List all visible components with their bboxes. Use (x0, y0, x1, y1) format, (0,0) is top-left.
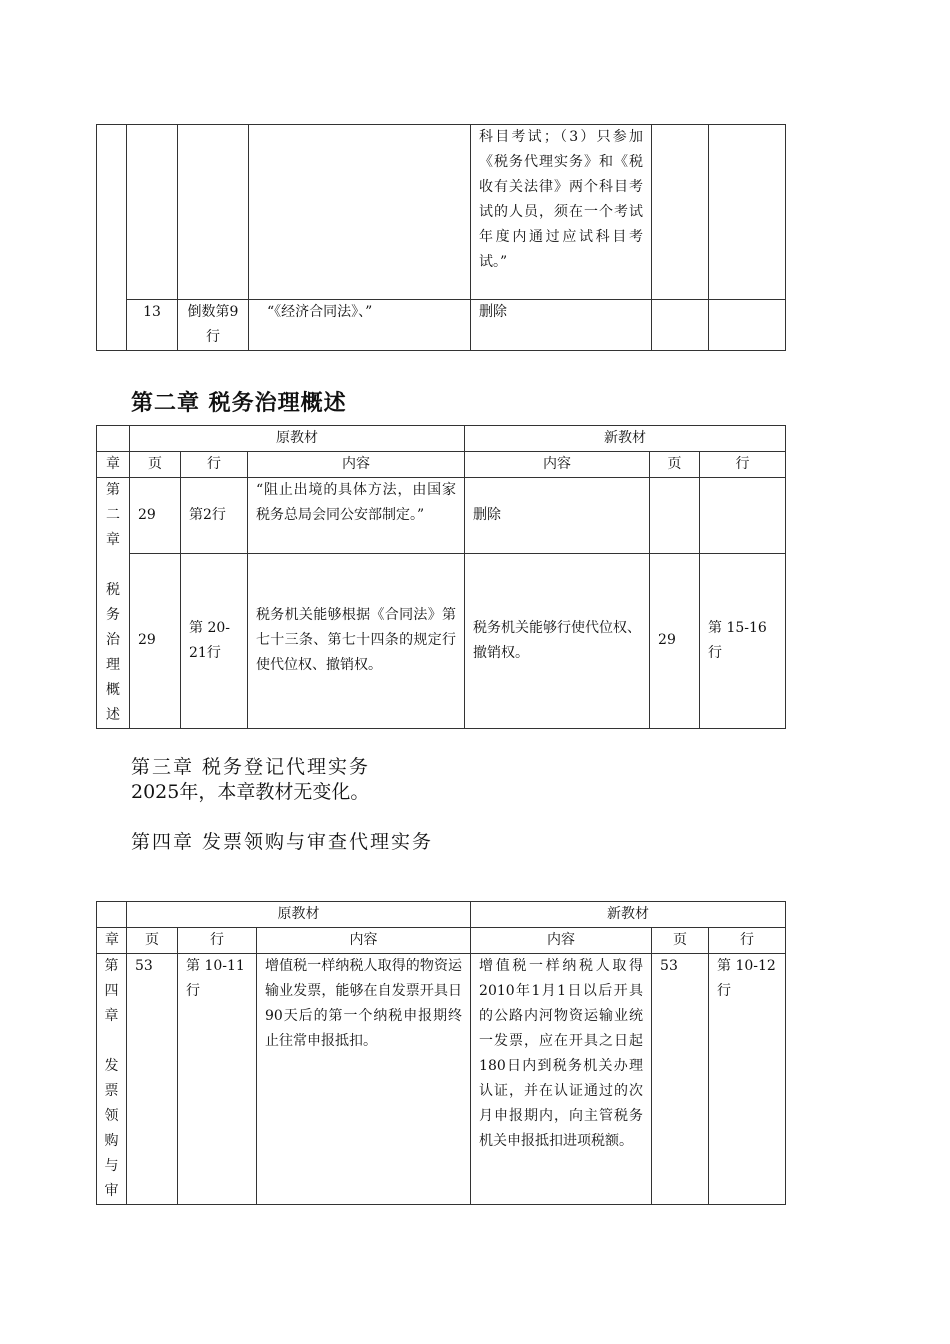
new-content-cell: 删除 (465, 478, 650, 554)
col-chapter: 章 (97, 452, 130, 478)
new-content-cell: 税务机关能够行使代位权、撤销权。 (465, 553, 650, 728)
chapter4-title: 第四章 发票领购与审查代理实务 (131, 831, 434, 853)
col-new-line: 行 (700, 452, 786, 478)
col-line: 行 (181, 452, 248, 478)
col-new-line: 行 (709, 928, 786, 954)
line-cell: 第 10-11行 (178, 954, 257, 1205)
column-header-row (97, 928, 786, 954)
col-content: 内容 (248, 452, 465, 478)
continuation-table (96, 124, 786, 351)
col-content: 内容 (257, 928, 471, 954)
col-page: 页 (127, 928, 178, 954)
old-textbook-header: 原教材 (130, 426, 465, 452)
chapter-label: 第 四 章 发 票 领 购 与 审 (97, 954, 127, 1205)
new-page-cell: 29 (650, 553, 700, 728)
col-line: 行 (178, 928, 257, 954)
chapter3-note: 2025年，本章教材无变化。 (131, 781, 370, 803)
col-new-content: 内容 (465, 452, 650, 478)
line-cell: 倒数第9行 (178, 300, 249, 351)
old-content-cell: 税务机关能够根据《合同法》第七十三条、第七十四条的规定行使代位权、撤销权。 (248, 553, 465, 728)
chapter2-title: 第二章 税务治理概述 (131, 390, 347, 416)
new-content-cell: 科目考试；（3）只参加《税务代理实务》和《税收有关法律》两个科目考试的人员，须在一个考试年度内通过应试科目考试。” (471, 125, 652, 300)
old-textbook-header: 原教材 (127, 902, 471, 928)
col-new-page: 页 (652, 928, 709, 954)
page-cell: 29 (130, 553, 181, 728)
new-content-cell: 删除 (471, 300, 652, 351)
new-content-cell: 增值税一样纳税人取得2010年1月1日以后开具的公路内河物资运输业统一发票，应在开具之日起180日内到税务机关办理认证，并在认证通过的次月申报期内，向主管税务机关申报抵扣进项税额。 (471, 954, 652, 1205)
chapter-cell (97, 125, 127, 351)
chapter-label: 第 二 章 税 务 治 理 概 述 (97, 478, 130, 729)
old-content-cell: “阻止出境的具体方法，由国家税务总局会同公安部制定。” (248, 478, 465, 554)
table-row (97, 300, 786, 351)
header-row (97, 902, 786, 928)
new-line-cell: 第 15-16行 (700, 553, 786, 728)
page-cell: 53 (127, 954, 178, 1205)
chapter4-table (96, 901, 786, 1205)
new-textbook-header: 新教材 (471, 902, 786, 928)
new-page-cell (650, 478, 700, 554)
col-new-content: 内容 (471, 928, 652, 954)
new-page-cell: 53 (652, 954, 709, 1205)
table-row (97, 125, 786, 300)
col-new-page: 页 (650, 452, 700, 478)
new-line-cell: 第 10-12行 (709, 954, 786, 1205)
table-row (97, 553, 786, 728)
chapter2-table (96, 425, 786, 729)
line-cell: 第 20-21行 (181, 553, 248, 728)
header-row (97, 426, 786, 452)
old-content-cell: 增值税一样纳税人取得的物资运输业发票，能够在自发票开具日90天后的第一个纳税申报期终止往常申报抵扣。 (257, 954, 471, 1205)
new-line-cell (700, 478, 786, 554)
line-cell: 第2行 (181, 478, 248, 554)
page-cell: 13 (127, 300, 178, 351)
old-content-cell: “《经济合同法》、” (249, 300, 471, 351)
new-textbook-header: 新教材 (465, 426, 786, 452)
col-chapter: 章 (97, 928, 127, 954)
page-cell: 29 (130, 478, 181, 554)
table-row (97, 478, 786, 554)
col-page: 页 (130, 452, 181, 478)
table-row (97, 954, 786, 1205)
chapter3-title: 第三章 税务登记代理实务 (131, 756, 371, 778)
column-header-row (97, 452, 786, 478)
